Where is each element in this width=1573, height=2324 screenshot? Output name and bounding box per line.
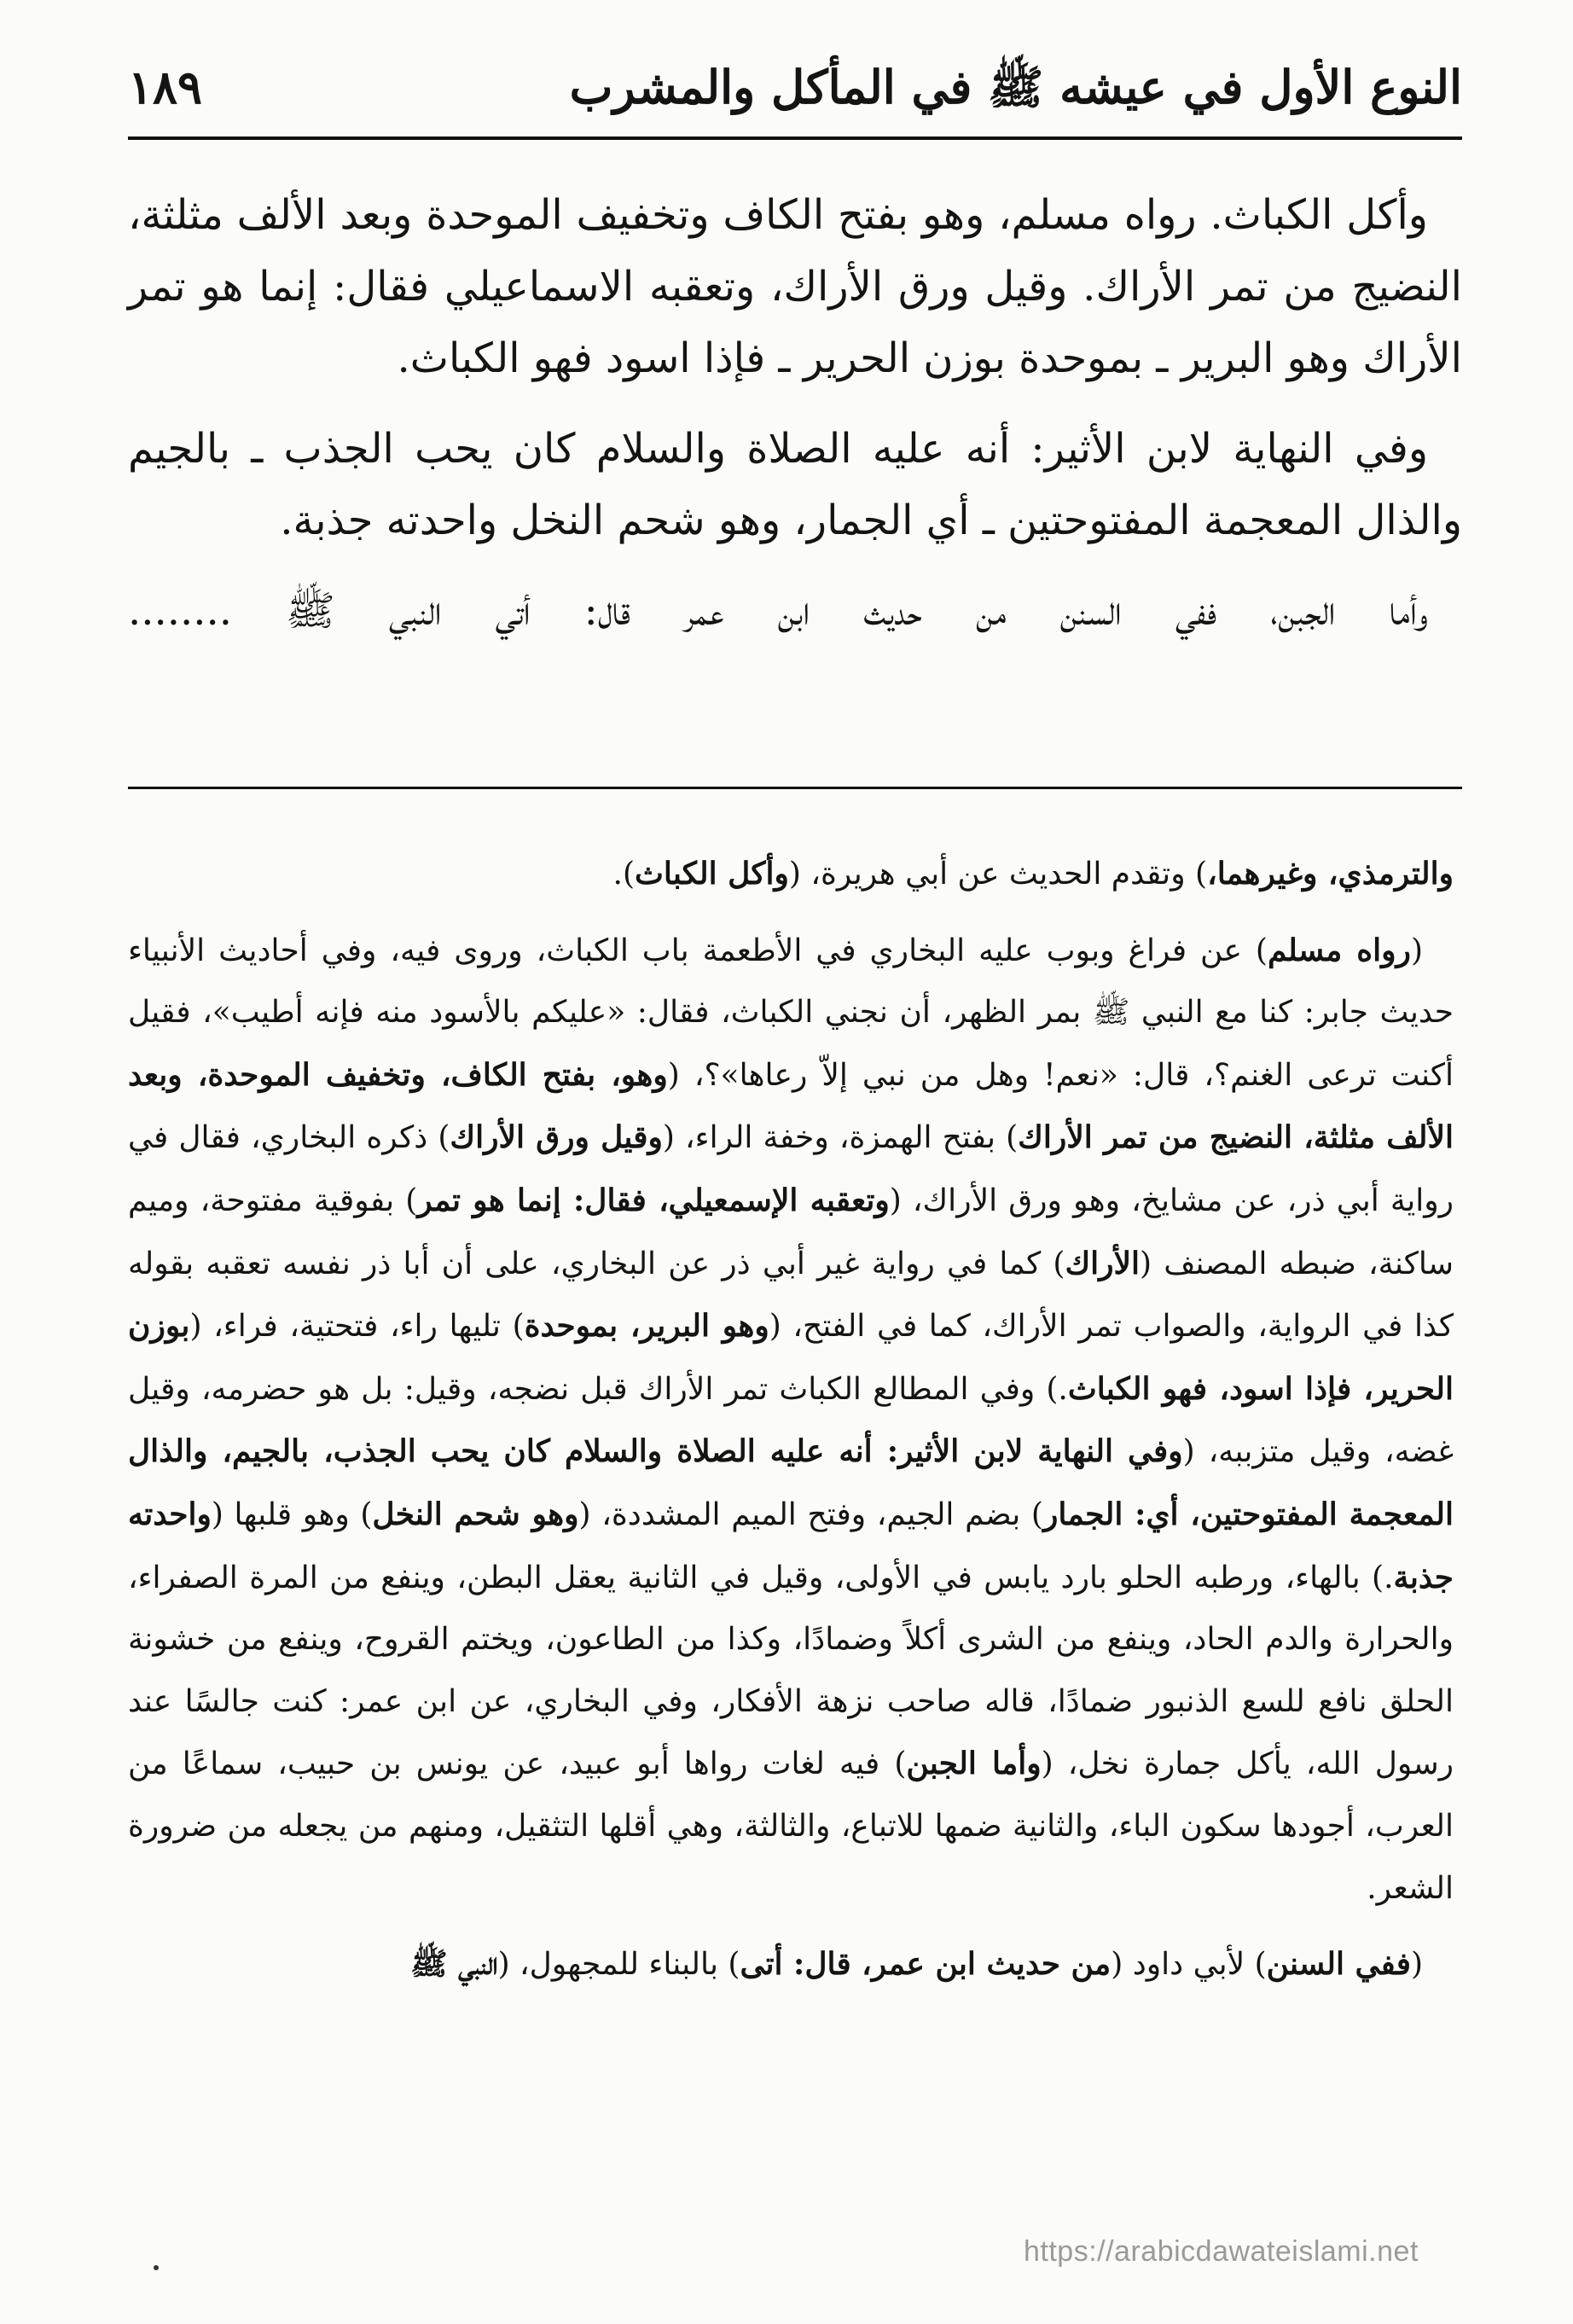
commentary-text: .) وفي المطالع الكباث تمر الأراك قبل نضجه، وقيل: بل هو حضرمه، وقيل غضه، وقيل متزببه، ( (128, 1371, 1454, 1470)
commentary-text: ) كما في رواية غير أبي ذر عن البخاري، على أن أبا ذر نفسه تعقبه بقوله كذا في الرواية، والصواب تمر الأراك، كما في الفتح، ( (128, 1246, 1454, 1345)
commentary-text: ) بالبناء للمجهول، ( (497, 1947, 740, 1983)
main-paragraph: وفي النهاية لابن الأثير: أنه عليه الصلاة والسلام كان يحب الجذب ـ بالجيم والذال المعجمة المفتوحتين ـ أي الجمار، وهو شحم النخل واحدته جذبة. (128, 425, 1462, 544)
bold-quote: وتعقبه الإسمعيلي، فقال: إنما هو تمر (417, 1182, 890, 1218)
commentary-paragraph (128, 1933, 1454, 1996)
ink-dot (154, 2265, 159, 2270)
commentary-text: ( (1410, 933, 1423, 968)
bold-quote: وهو البرير، بموحدة (524, 1308, 769, 1345)
commentary-text: ) وتقدم الحديث عن أبي هريرة، ( (788, 857, 1208, 892)
commentary-text: .) بالهاء، ورطبه الحلو بارد يابس في الأولى، وقيل في الثانية يعقل البطن، وينفع من المرة الصفراء، والحرارة والدم الحاد، وينفع من الشرى أكلاً وضمادًا، وكذا من الطاعون، ويختم القروح، وينفع من خشونة الحلق نافع للسع الذنبور ضمادًا، قاله صاحب نزهة الأفكار، وفي البخاري، عن ابن عمر: كنت جالسًا عند رسول الله، يأكل جمارة نخل، ( (128, 1560, 1454, 1782)
commentary-text: ) تليها راء، فتحتية، فراء، ( (189, 1309, 525, 1345)
bold-quote: ففي السنن (1266, 1946, 1411, 1983)
commentary-paragraph (128, 920, 1454, 1920)
commentary (128, 843, 1454, 2010)
bold-quote: الأراك (1065, 1245, 1141, 1281)
commentary-text: ) لأبي داود ( (1111, 1947, 1267, 1983)
bold-quote: وأكل الكباث (635, 856, 789, 892)
commentary-text: ) بفوقية مفتوحة، وميم ساكنة، ضبطه المصنف ( (128, 1182, 1454, 1281)
bold-quote: وهو، بفتح الكاف، وتخفيف الموحدة، وبعد الألف مثلثة، النضيج من تمر الأراك (128, 1056, 1454, 1156)
bold-quote: وفي النهاية لابن الأثير: أنه عليه الصلاة والسلام كان يحب الجذب، بالجيم، والذال المعجمة المفتوحتين، أي: الجمار (128, 1433, 1454, 1532)
bold-quote: بوزن الحرير، فإذا اسود، فهو الكباث (128, 1308, 1454, 1407)
page-number: ١٨٩ (128, 60, 203, 114)
bold-quote: وأما الجبن (906, 1746, 1042, 1782)
bold-quote: من حديث ابن عمر، قال: أتى (740, 1946, 1112, 1983)
footnote-separator (128, 787, 1462, 789)
header-rule (128, 137, 1462, 140)
commentary-text: ) ذكره البخاري، فقال في رواية أبي ذر، عن مشايخ، وهو ورق الأراك، ( (128, 1120, 1454, 1218)
main-paragraph: وأما الجبن، ففي السنن من حديث ابن عمر قال: أتي النبي ﷺ ........ (128, 587, 1428, 635)
page-header (128, 51, 1462, 145)
commentary-text: ) فيه لغات رواها أبو عبيد، عن يونس بن حبيب، سماعًا من العرب، أجودها سكون الباء، والثانية ضمها للاتباع، والثالثة، وهي أقلها التثقيل، ومنهم من يجعله من ضرورة الشعر. (128, 1746, 1454, 1906)
bold-quote: والترمذي، وغيرهما، (1207, 856, 1454, 892)
commentary-text: ) بضم الجيم، وفتح الميم المشددة، ( (578, 1496, 1043, 1532)
commentary-text: ). (612, 857, 636, 892)
commentary-text: ) بفتح الهمزة، وخفة الراء، ( (662, 1120, 1019, 1156)
main-paragraph: وأكل الكباث. رواه مسلم، وهو بفتح الكاف وتخفيف الموحدة وبعد الألف مثلثة، النضيج من تمر الأراك. وقيل ورق الأراك، وتعقبه الاسماعيلي فقال: إنما هو تمر الأراك وهو البرير ـ بموحدة بوزن الحرير ـ فإذا اسود فهو الكباث. (128, 191, 1462, 382)
bold-quote: واحدته جذبة (128, 1496, 1454, 1595)
watermark: https://arabicdawateislami.net (1024, 2235, 1419, 2268)
commentary-paragraph (128, 843, 1454, 906)
bold-quote: النبي ﷺ (410, 1946, 498, 1983)
bold-quote: وهو شحم النخل (372, 1496, 579, 1532)
commentary-text: ( (1410, 1947, 1423, 1983)
commentary-text: ) عن فراغ وبوب عليه البخاري في الأطعمة باب الكباث، وروى فيه، وفي أحاديث الأنبياء حديث جابر: كنا مع النبي ﷺ بمر الظهر، أن نجني الكباث، فقال: «عليكم بالأسود منه فإنه أطيب»، فقيل أكنت ترعى الغنم؟، قال: «نعم! وهل من نبي إلاّ رعاها»؟، ( (128, 933, 1454, 1093)
main-text (128, 179, 1462, 665)
commentary-text: ) وهو قلبها ( (211, 1496, 373, 1532)
bold-quote: وقيل ورق الأراك (450, 1119, 663, 1156)
running-title: النوع الأول في عيشه ﷺ في المأكل والمشرب (569, 60, 1462, 114)
bold-quote: رواه مسلم (1267, 932, 1411, 968)
